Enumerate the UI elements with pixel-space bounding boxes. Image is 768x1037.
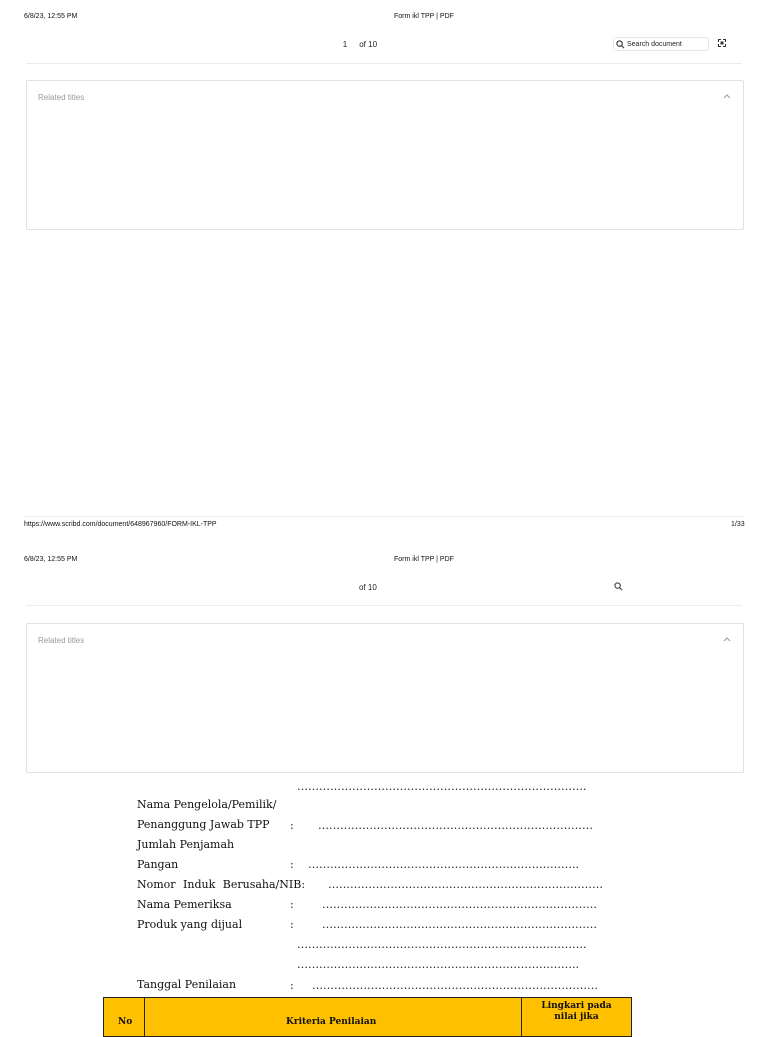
colon: : [290,819,294,832]
fullscreen-icon[interactable] [717,38,727,48]
pager [338,40,377,49]
search-icon [616,40,625,49]
page-total: of 10 [359,583,377,592]
related-titles-label: Related titles [38,636,85,645]
header-lingkari: Lingkari pada nilai jika [522,997,632,1037]
kriteria-table-header [103,997,632,1037]
produk-label: Produk yang dijual [137,918,243,931]
related-titles-label: Related titles [38,93,85,102]
print-timestamp: 6/8/23, 12:55 PM [24,556,78,563]
colon: : [290,918,294,931]
divider [24,516,744,517]
pemeriksa-field: ………………………………………………………………… [322,898,597,911]
header-kriteria: Kriteria Penilaian [145,997,522,1037]
pengelola-label-2: Penanggung Jawab TPP [137,818,270,831]
pengelola-label-1: Nama Pengelola/Pemilik/ [137,798,277,811]
footer-page: 1/33 [731,521,745,528]
divider [26,63,742,64]
print-title: Form ikl TPP | PDF [394,13,454,20]
related-titles-panel [26,623,744,773]
page-total: of 10 [359,40,378,49]
pengelola-field: ………………………………………………………………… [318,819,593,832]
produk-field-3: ………………………………………………………………….. [297,958,579,971]
page-number-input[interactable]: 1 [342,40,348,49]
dotted-line: ……………………………………………………………………. [297,780,587,793]
print-timestamp: 6/8/23, 12:55 PM [24,13,78,20]
jumlah-label-2: Pangan [137,858,179,871]
header-no: No [103,997,145,1037]
tanggal-field: …………………………………………………………………… [312,979,598,992]
divider [26,605,742,606]
colon: : [290,858,294,871]
produk-field: ………………………………………………………………… [322,918,597,931]
chevron-up-icon[interactable] [723,93,731,99]
jumlah-label-1: Jumlah Penjamah [137,838,235,851]
related-titles-panel [26,80,744,230]
tanggal-label: Tanggal Penilaian [137,978,237,991]
footer-url[interactable]: https://www.scribd.com/document/648967960/FORM-IKL-TPP [24,521,217,528]
nib-label: Nomor Induk Berusaha/NIB: [137,878,306,891]
search-placeholder: Search document [627,40,682,48]
print-title: Form ikl TPP | PDF [394,556,454,563]
colon: : [290,898,294,911]
jumlah-field: ……………………………………………………………….. [308,858,579,871]
produk-field-2: ……………………………………………………………………. [297,938,587,951]
chevron-up-icon[interactable] [723,636,731,642]
pemeriksa-label: Nama Pemeriksa [137,898,232,911]
nib-field: ………………………………………………………………… [328,878,603,891]
search-input[interactable] [613,37,709,51]
colon: : [290,979,294,992]
search-icon[interactable] [614,582,623,591]
